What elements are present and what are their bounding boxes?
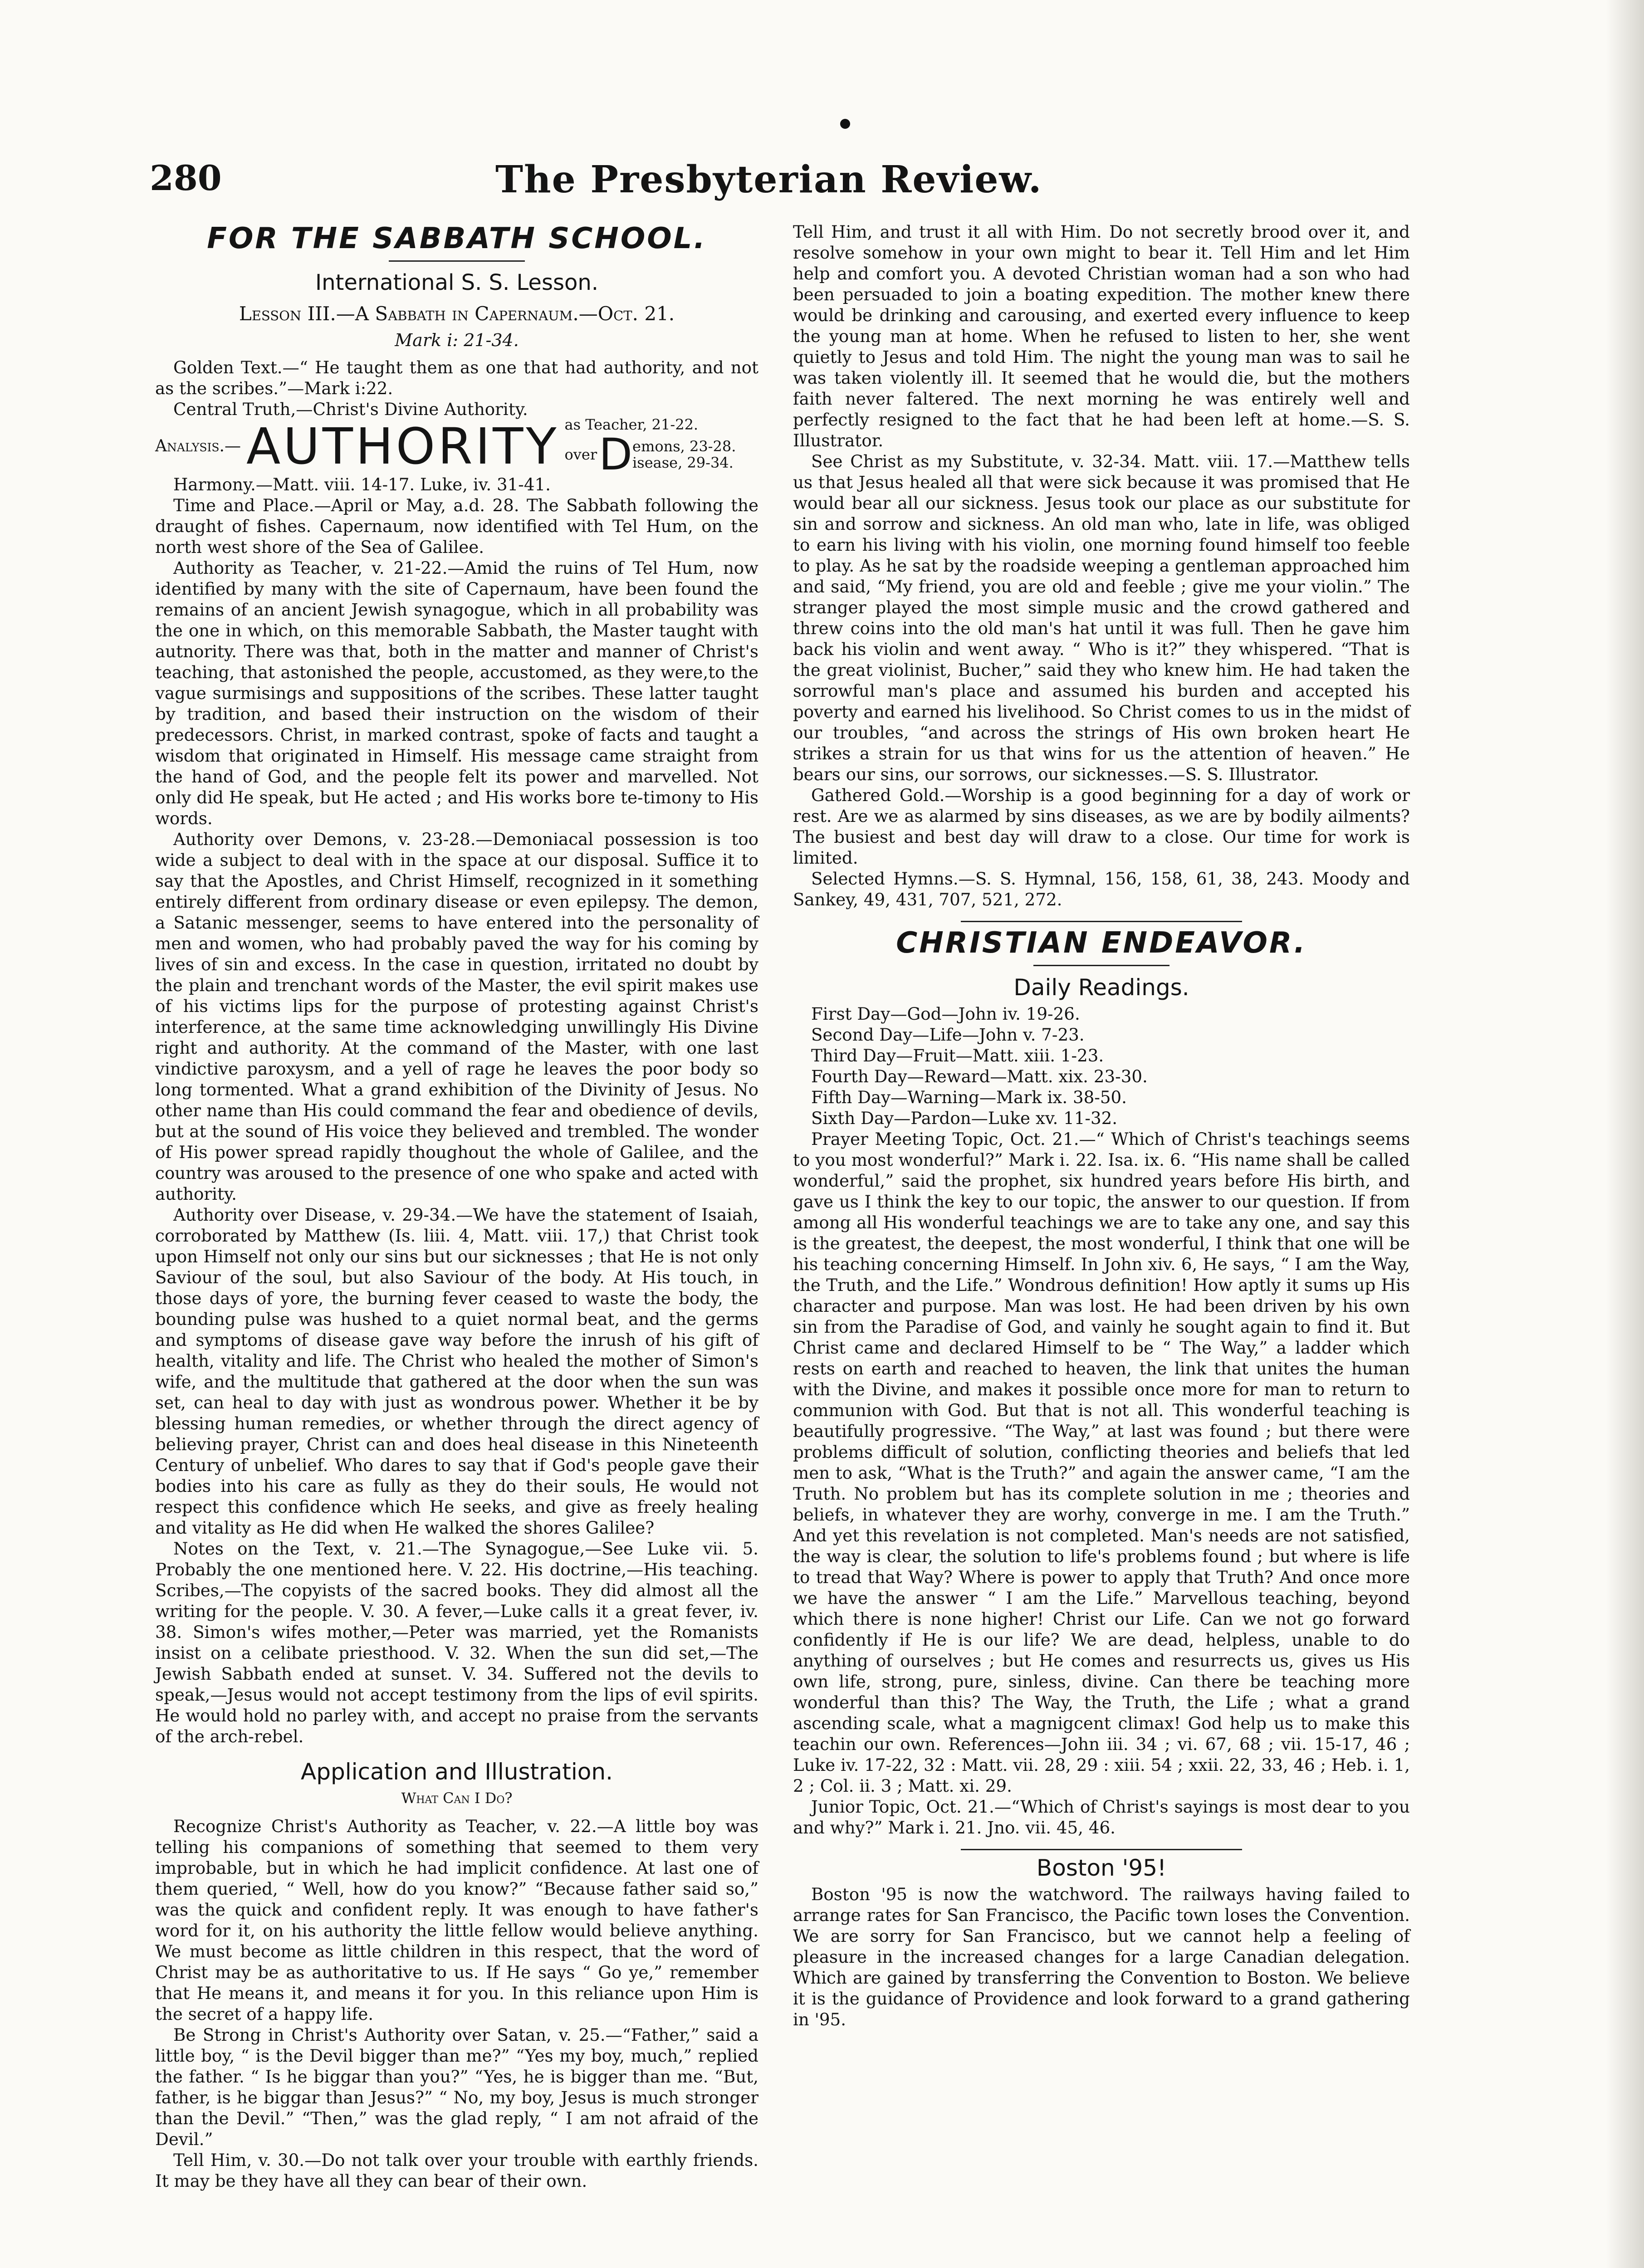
analysis-block	[155, 416, 758, 480]
authority-over-disease: Authority over Disease, v. 29-34.—We have the statement of Isaiah, corroborated by Matthew (Is. liii. 4, Matt. viii. 17,) that Christ took upon Himself not only our sins but our sicknesses ; that He is not only Saviour of the soul, but also Saviour of the body. At His touch, in those days of yore, the burning fever ceased to waste the body, the bounding pulse was hushed to a quiet normal beat, and the germs and symptoms of disease gave way before the inrush of his gift of health, vitality and life. The Christ who healed the mother of Simon's wife, and the multitude that gathered at the door when the sun was set, can heal to day with just as wondrous power. Whether it be by blessing human remedies, or whether through the direct agency of believing prayer, Christ can and does heal disease in this Nineteenth Century of unbelief. Who dares to say that if God's people gave their bodies into his care as fully as they do their souls, He would not respect this confidence which He seeks, and give as freely healing and vitality as He did when He walked the shores Galilee?	[155, 1205, 758, 1538]
prayer-meeting-topic: Prayer Meeting Topic, Oct. 21.—“ Which of Christ's teachings seems to you most wonderful?” Mark i. 22. Isa. ix. 6. “His name shall be called wonderful,” said the prophet, six hundred years before His birth, and gave us I think the key to our topic, the answer to our question. If from among all His wonderful teachings we are to take any one, and say this is the greatest, the deepest, the most wonderful, I think that one will be his teaching concerning Himself. In John xiv. 6, He says, “ I am the Way, the Truth, and the Life.” Wondrous definition! How aptly it sums up His character and purpose. Man was lost. He had been driven by his own sin from the Paradise of God, and vainly he sought again to find it. But Christ came and declared Himself to be “ The Way,” a ladder which rests on earth and reached to heaven, the link that unites the human with the Divine, and makes it possible once more for man to return to communion with God. But that is not all. This wonderful teaching is beautifully progressive. “The Way,” at last was found ; but there were problems difficult of solution, conflicting theories and beliefs that led men to ask, “What is the Truth?” and again the answer came, “I am the Truth. No problem but has its complete solution in me ; theories and beliefs, in whatever they are worhy, converge in me. I am the Truth.” And yet this revelation is not completed. Man's needs are not satisfied, the way is clear, the solution to life's problems found ; but where is life to tread that Way? Where is power to apply that Truth? And once more we have the answer “ I am the Life.” Marvellous teaching, beyond which there is none higher! Christ our Life. Can we not go forward confidently if He is our life? We are dead, helpless, unable to do anything of ourselves ; but He comes and resurrects us, gives us His own life, strong, pure, sinless, divine. Can there be teaching more wonderful than this? The Way, the Truth, the Life ; what a grand ascending scale, what a magnigcent climax! God help us to make this teachin our own. References—John iii. 34 ; vi. 67, 68 ; vii. 15-17, 46 ; Luke iv. 17-22, 32 : Matt. vii. 28, 29 : xiii. 54 ; xxii. 22, 33, 46 ; Heb. i. 1, 2 ; Col. ii. 3 ; Matt. xi. 29.	[793, 1129, 1410, 1796]
harmony: Harmony.—Matt. viii. 14-17. Luke, iv. 31-41.	[173, 474, 551, 494]
right-column	[793, 221, 1410, 2030]
time-and-place: Time and Place.—April or May, a.d. 28. The Sabbath following the draught of fishes. Capernaum, now identified with Tel Hum, on the north west shore of the Sea of Galilee.	[155, 495, 758, 557]
boston-heading: Boston '95!	[1036, 1855, 1167, 1881]
scripture-reference: Mark i: 21-34.	[395, 330, 519, 350]
authority-over-demons: Authority over Demons, v. 23-28.—Demoniacal possession is too wide a subject to deal with in the space at our disposal. Suffice it to say that the Apostles, and Christ Himself, recognized in it something entirely different from ordinary disease or even epilepsy. The demon, a Satanic messenger, seems to have entered into the personality of men and women, who had probably paved the way for his coming by lives of sin and excess. In the case in question, irritated no doubt by the plain and trenchant words of the Master, the evil spirit makes use of his victims lips for the purpose of protesting against Christ's interference, at the same time acknowledging unwillingly His Divine right and authority. At the command of the Master, with one last vindictive paroxysm, and a yell of rage he leaves the poor body so long tormented. What a grand exhibition of the Divinity of Jesus. No other name than His could command the fear and obedience of devils, but at the sound of His voice they believed and trembled. The wonder of His power spread rapidly thoughout the whole of Galilee, and the country was aroused to the presence of one who spake and acted with authority.	[155, 829, 758, 1204]
section-title-christian-endeavor: CHRISTIAN ENDEAVOR.	[896, 926, 1307, 960]
daily-readings-list	[793, 1003, 1410, 1129]
reading-item: Fourth Day—Reward—Matt. xix. 23-30.	[811, 1066, 1148, 1086]
reading-item: Third Day—Fruit—Matt. xiii. 1-23.	[811, 1046, 1104, 1066]
analysis-demons: emons, 23-28.	[632, 438, 736, 455]
reading-item: Sixth Day—Pardon—Luke xv. 11-32.	[811, 1108, 1118, 1128]
analysis-disease: isease, 29-34.	[632, 454, 734, 471]
application-heading: Application and Illustration.	[301, 1759, 613, 1785]
golden-text: Golden Text.—“ He taught them as one that had authority, and not as the scribes.”—Mark i:22.	[155, 357, 758, 398]
page-header	[150, 158, 1434, 208]
reading-item: Fifth Day—Warning—Mark ix. 38-50.	[811, 1087, 1127, 1107]
ink-dot	[840, 119, 850, 129]
junior-topic: Junior Topic, Oct. 21.—“Which of Christ's sayings is most dear to you and why?” Mark i. 21. Jno. vii. 45, 46.	[793, 1797, 1410, 1838]
central-truth: Central Truth,—Christ's Divine Authority.	[173, 399, 528, 419]
lesson-heading: International S. S. Lesson.	[315, 270, 599, 295]
reading-item: First Day—God—John iv. 19-26.	[811, 1004, 1080, 1024]
notes-on-text: Notes on the Text, v. 21.—The Synagogue,—See Luke vii. 5. Probably the one mentioned here. V. 22. His doctrine,—His teaching. Scribes,—The copyists of the sacred books. They did almost all the writing for the people. V. 30. A fever,—Luke calls it a great fever, iv. 38. Simon's wifes mother,—Peter was married, yet the Romanists insist on a celibate priesthood. V. 32. When the sun did set,—The Jewish Sabbath ended at sunset. V. 34. Suffered not the devils to speak,—Jesus would not accept testimony from the lips of evil spirits. He would hold no parley with, and accept no praise from the servants of the arch-rebel.	[155, 1539, 758, 1746]
authority-as-teacher: Authority as Teacher, v. 21-22.—Amid the ruins of Tel Hum, now identified by many with the site of Capernaum, have been found the remains of an ancient Jewish synagogue, which in all probability was the one in which, on this memorable Sabbath, the Master taught with autnority. There was that, both in the matter and manner of Christ's teaching, that astonished the people, accustomed, as they were,to the vague surmisings and suppositions of the scribes. These latter taught by tradition, and based their instruction on the wisdom of their predecessors. Christ, in marked contrast, spoke of facts and taught a wisdom that originated in Himself. His message came straight from the hand of God, and the people felt its power and marvelled. Not only did He speak, but He acted ; and His works bore te-timony to His words.	[155, 558, 758, 828]
journal-title: The Presbyterian Review.	[495, 158, 1042, 201]
analysis-big-word: AUTHORITY	[246, 417, 559, 475]
ce-top-rule	[961, 921, 1242, 922]
selected-hymns: Selected Hymns.—S. S. Hymnal, 156, 158, 61, 38, 243. Moody and Sankey, 49, 431, 707, 521, 272.	[793, 869, 1410, 909]
analysis-big-d: D	[599, 429, 633, 480]
be-strong: Be Strong in Christ's Authority over Satan, v. 25.—“Father,” said a little boy, “ is the Devil bigger than me?” “Yes my boy, much,” replied the father. “ Is he biggar than you?” “Yes, he is bigger than me. “But, father, is he biggar than Jesus?” “ No, my boy, Jesus is much stronger than the Devil.” “Then,” was the glad reply, “ I am not afraid of the Devil.”	[155, 2025, 758, 2149]
section-rule	[389, 260, 525, 262]
analysis-over: over	[564, 446, 597, 463]
page-number: 280	[150, 158, 222, 198]
boston-paragraph: Boston '95 is now the watchword. The railways having failed to arrange rates for San Francisco, the Pacific town loses the Convention. We are sorry for San Francisco, but we cannot help a feeling of pleasure in the increased changes for a large Canadian delegation. Which are gained by transferring the Convention to Boston. We believe it is the guidance of Providence and look forward to a grand gathering in '95.	[793, 1884, 1410, 2029]
boston-top-rule	[961, 1849, 1242, 1850]
analysis-subpoints	[564, 416, 736, 480]
application-subheading: What Can I Do?	[401, 1789, 513, 1807]
reading-item: Second Day—Life—John v. 7-23.	[811, 1025, 1085, 1045]
gathered-gold: Gathered Gold.—Worship is a good beginning for a day of work or rest. Are we as alarmed by sins diseases, as we are by bodily ailments? The busiest and best day will draw to a close. Our time for work is limited.	[793, 785, 1410, 868]
ce-rule	[1033, 965, 1169, 966]
tell-him: Tell Him, v. 30.—Do not talk over your trouble with earthly friends. It may be they have all they can bear of their own.	[155, 2150, 758, 2191]
page-edge-shadow	[1606, 0, 1644, 2268]
section-title-sabbath-school: FOR THE SABBATH SCHOOL.	[207, 222, 707, 255]
christ-substitute: See Christ as my Substitute, v. 32-34. Matt. viii. 17.—Matthew tells us that Jesus healed all that were sick because it was promised that He would bear all our sickness. Jesus took our place as our substitute for sin and sorrow and sickness. An old man who, late in life, was obliged to earn his living with his violin, one morning found himself too feeble to play. As he sat by the roadside weeping a gentleman approached him and said, “My friend, you are old and feeble ; give me your violin.” The stranger played the most simple music and the crowd gathered and threw coins into the old man's hat until it was full. Then he gave him back his violin and went away. “ Who is it?” they whispered. “That is the great violinist, Bucher,” said they who knew him. He had taken the sorrowful man's place and assumed his burden and accepted his poverty and earned his livelihood. So Christ comes to us in the midst of our troubles, “and across the strings of His own broken heart He strikes a strain for us that wins for us the attention of heaven.” He bears our sins, our sorrows, our sicknesses.—S. S. Illustrator.	[793, 451, 1410, 784]
tell-him-continued: Tell Him, and trust it all with Him. Do not secretly brood over it, and resolve somehow in your own might to bear it. Tell Him and let Him help and comfort you. A devoted Christian woman had a son who had been persuaded to join a boating expedition. The mother knew there would be drinking and carousing, and exerted every influence to keep the young man at home. When he refused to listen to her, she went quietly to Jesus and told Him. The night the young man was to sail he was taken violently ill. It seemed that he would die, but the mothers faith never faltered. The next morning he was entirely well and perfectly resigned to the fact that he had been left at home.—S. S. Illustrator.	[793, 222, 1410, 450]
lesson-title: Lesson III.—A Sabbath in Capernaum.—Oct. 21.	[239, 303, 675, 325]
daily-readings-heading: Daily Readings.	[1013, 974, 1189, 1001]
left-column	[155, 221, 758, 2191]
analysis-teacher: as Teacher, 21-22.	[564, 416, 699, 433]
recognize-authority: Recognize Christ's Authority as Teacher, v. 22.—A little boy was telling his companions of something that seemed to them very improbable, but in which he had implicit confidence. At last one of them queried, “ Well, how do you know?” “Because father said so,” was the quick and confident reply. It was enough to have father's word for it, on his authority the little fellow would believe anything. We must become as little children in this respect, that the word of Christ may be as authoritative to us. If He says “ Go ye,” remember that He means it, and means it for you. In this reliance upon Him is the secret of a happy life.	[155, 1816, 758, 2024]
analysis-label: Analysis.—	[155, 437, 241, 455]
